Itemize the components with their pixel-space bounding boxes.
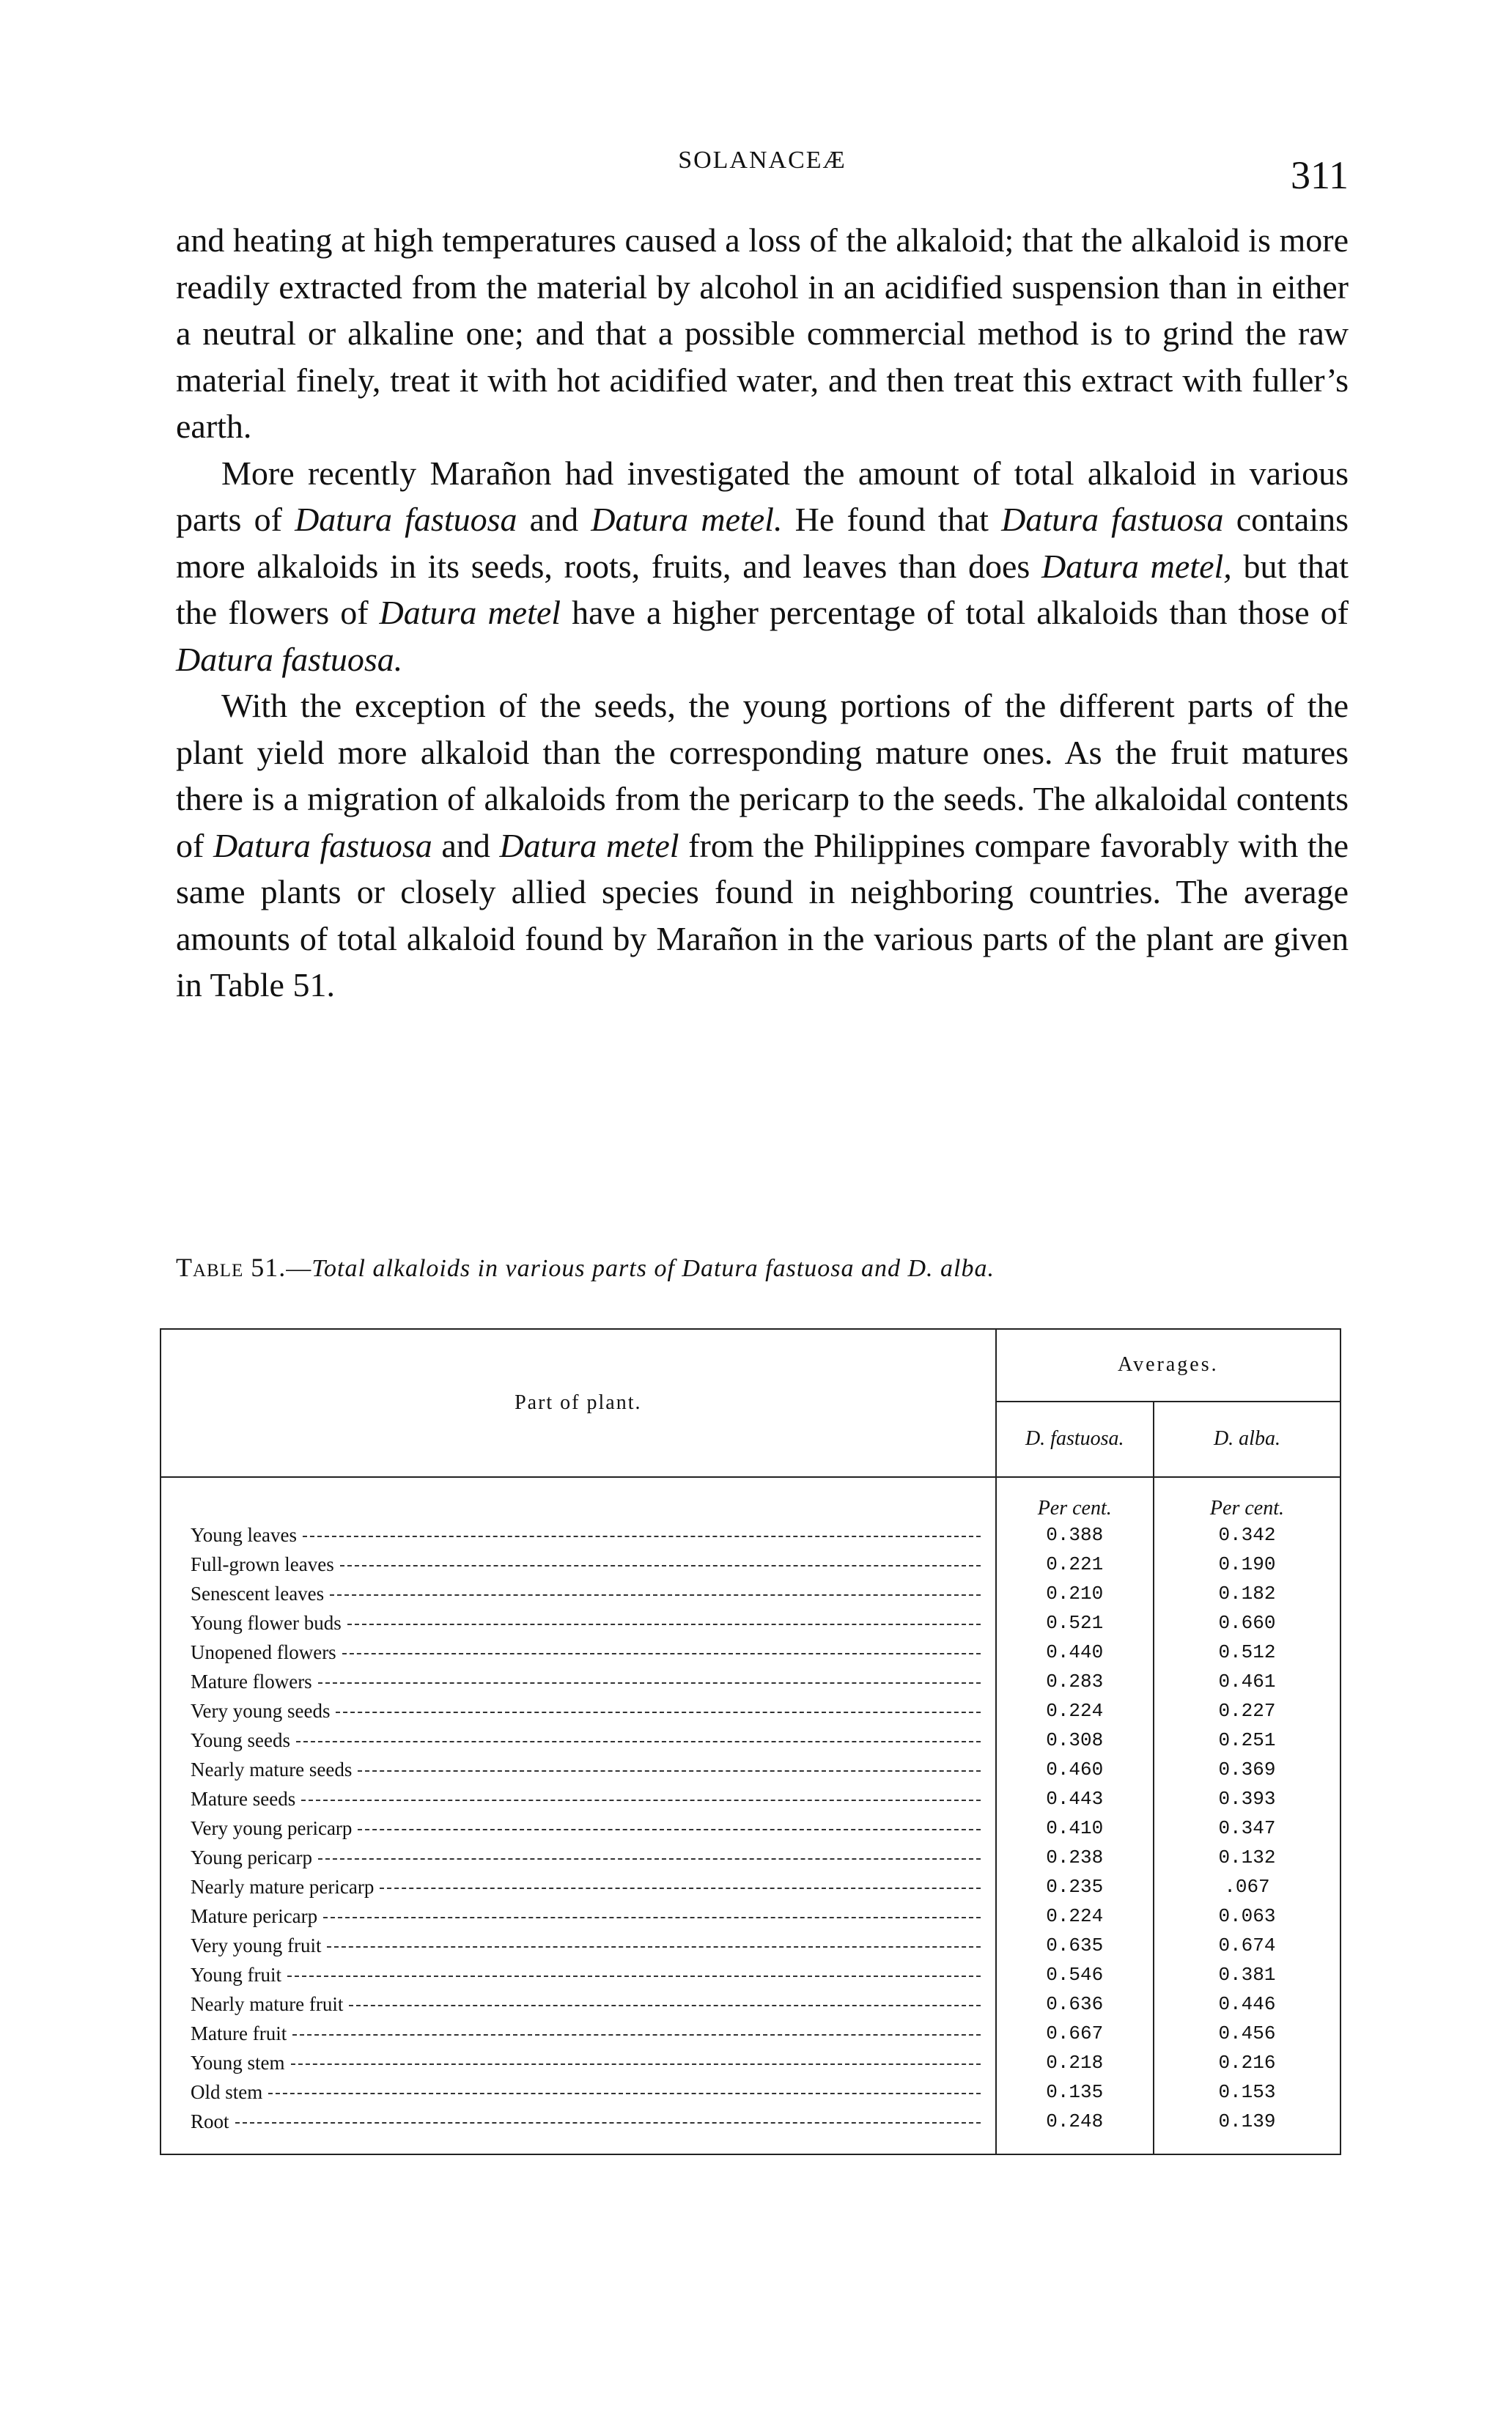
row-part-cell — [161, 1755, 996, 1784]
leader-dots — [347, 1624, 981, 1625]
page-number: 311 — [1291, 153, 1349, 197]
row-part-cell — [161, 1579, 996, 1608]
row-part-cell — [161, 2077, 996, 2107]
leader-dots — [318, 1682, 981, 1684]
running-head: SOLANACEÆ — [678, 147, 847, 174]
p2-species-d: Datura metel. — [591, 501, 783, 538]
row-alba-value: 0.660 — [1154, 1608, 1340, 1638]
body-text — [176, 217, 1349, 1009]
row-part-label: Young stem — [191, 2051, 285, 2074]
table-bottom-padding — [161, 2136, 1340, 2154]
row-part-label: Nearly mature fruit — [191, 1992, 344, 2015]
row-alba-value: 0.446 — [1154, 1989, 1340, 2019]
row-alba-value: 0.342 — [1154, 1520, 1340, 1550]
row-part-label: Very young pericarp — [191, 1816, 353, 1839]
table-row — [161, 1755, 1340, 1784]
padding-cell — [996, 2136, 1154, 2154]
row-part-cell — [161, 1960, 996, 1989]
row-alba-value: 0.512 — [1154, 1638, 1340, 1667]
row-part-cell — [161, 1901, 996, 1931]
row-fastuosa-value: 0.410 — [996, 1814, 1154, 1843]
units-row — [161, 1477, 1340, 1520]
row-fastuosa-value: 0.388 — [996, 1520, 1154, 1550]
padding-cell — [1154, 2136, 1340, 2154]
row-part-cell — [161, 1784, 996, 1814]
row-part-label: Nearly mature seeds — [191, 1758, 353, 1781]
caption-dash: — — [286, 1255, 312, 1282]
table-row — [161, 1843, 1340, 1872]
unit-fastuosa: Per cent. — [996, 1477, 1154, 1520]
p2-species-a: Datura fastuosa — [295, 501, 517, 538]
table-row — [161, 1638, 1340, 1667]
row-part-cell — [161, 1931, 996, 1960]
row-part-cell — [161, 1667, 996, 1696]
table-row — [161, 1726, 1340, 1755]
p2-text-e: He found that — [782, 501, 1002, 538]
row-fastuosa-value: 0.546 — [996, 1960, 1154, 1989]
row-alba-value: 0.456 — [1154, 2019, 1340, 2048]
row-fastuosa-value: 0.248 — [996, 2107, 1154, 2136]
row-fastuosa-value: 0.635 — [996, 1931, 1154, 1960]
row-part-cell — [161, 2048, 996, 2077]
paragraph-1: and heating at high temperatures caused a loss of the alkaloid; that the alkaloid is more readily extracted from the material by alcohol in an acidified suspension than in either a neutral or alkaline one; and that a possible commercial method is to grind the raw material finely, treat it with hot acidified water, and then treat this extract with fuller’s earth. — [176, 221, 1349, 445]
table-row — [161, 1989, 1340, 2019]
row-part-cell — [161, 1872, 996, 1901]
row-part-label: Mature seeds — [191, 1787, 296, 1810]
leader-dots — [349, 2005, 980, 2006]
p2-text-c: and — [517, 501, 591, 538]
units-blank — [161, 1477, 996, 1520]
row-part-cell — [161, 1989, 996, 2019]
row-part-label: Young leaves — [191, 1523, 298, 1546]
p3-text-a: With the exception of the seeds, the young portions of the different parts of the plant yield more alkaloid than the corresponding mature ones. As the fruit matures there is a migration of alkaloids from the pericarp to the seeds. The alkaloidal contents of — [176, 687, 1349, 864]
leader-dots — [291, 2063, 981, 2065]
row-part-label: Unopened flowers — [191, 1641, 336, 1663]
row-part-cell — [161, 1520, 996, 1550]
table-row — [161, 2107, 1340, 2136]
table-row — [161, 2019, 1340, 2048]
table-body — [161, 1477, 1340, 2154]
leader-dots — [296, 1741, 981, 1742]
row-fastuosa-value: 0.283 — [996, 1667, 1154, 1696]
leader-dots — [303, 1536, 981, 1537]
p2-species-j: Datura metel — [379, 594, 561, 631]
leader-dots — [301, 1800, 980, 1801]
leader-dots — [292, 2034, 980, 2036]
leader-dots — [340, 1565, 981, 1566]
row-fastuosa-value: 0.235 — [996, 1872, 1154, 1901]
row-part-cell — [161, 1608, 996, 1638]
table-row — [161, 1814, 1340, 1843]
p3-species-b: Datura fastuosa — [213, 826, 432, 864]
table-row — [161, 1550, 1340, 1579]
leader-dots — [323, 1917, 980, 1918]
row-part-label: Old stem — [191, 2080, 263, 2103]
table-row — [161, 1784, 1340, 1814]
leader-dots — [358, 1770, 980, 1772]
row-fastuosa-value: 0.308 — [996, 1726, 1154, 1755]
row-alba-value: 0.132 — [1154, 1843, 1340, 1872]
header-averages: Averages. — [996, 1329, 1340, 1402]
table-row — [161, 1696, 1340, 1726]
row-fastuosa-value: 0.238 — [996, 1843, 1154, 1872]
row-part-label: Young seeds — [191, 1728, 291, 1751]
row-part-label: Very young fruit — [191, 1934, 322, 1956]
row-part-cell — [161, 2107, 996, 2136]
row-alba-value: 0.190 — [1154, 1550, 1340, 1579]
row-fastuosa-value: 0.636 — [996, 1989, 1154, 2019]
row-alba-value: 0.369 — [1154, 1755, 1340, 1784]
table-row — [161, 1579, 1340, 1608]
header-d-fastuosa: D. fastuosa. — [996, 1402, 1154, 1477]
row-fastuosa-value: 0.218 — [996, 2048, 1154, 2077]
row-part-label: Mature flowers — [191, 1670, 312, 1693]
row-part-cell — [161, 1843, 996, 1872]
row-part-label: Full-grown leaves — [191, 1553, 334, 1575]
p3-text-c: and — [432, 826, 500, 864]
row-alba-value: 0.674 — [1154, 1931, 1340, 1960]
table-row — [161, 1872, 1340, 1901]
row-fastuosa-value: 0.224 — [996, 1901, 1154, 1931]
p2-text-i: but that the flowers of — [176, 547, 1349, 631]
leader-dots — [336, 1712, 980, 1713]
p2-text-a: More recently Marañon had investigated the amount of total alkaloid in various parts of — [176, 454, 1349, 538]
row-alba-value: .067 — [1154, 1872, 1340, 1901]
table-row — [161, 1520, 1340, 1550]
table-row — [161, 1667, 1340, 1696]
table-row — [161, 1901, 1340, 1931]
row-fastuosa-value: 0.667 — [996, 2019, 1154, 2048]
table-row — [161, 1931, 1340, 1960]
leader-dots — [380, 1888, 980, 1889]
row-fastuosa-value: 0.221 — [996, 1550, 1154, 1579]
row-part-cell — [161, 1814, 996, 1843]
row-part-label: Young flower buds — [191, 1611, 342, 1634]
row-part-label: Mature pericarp — [191, 1904, 318, 1927]
row-alba-value: 0.063 — [1154, 1901, 1340, 1931]
p2-text-k: have a higher percentage of total alkaloids than those of — [561, 594, 1349, 631]
table-label: Table 51. — [176, 1253, 287, 1282]
table-title: Total alkaloids in various parts of Datura fastuosa and D. alba. — [311, 1255, 995, 1282]
header-d-alba: D. alba. — [1154, 1402, 1340, 1477]
row-alba-value: 0.139 — [1154, 2107, 1340, 2136]
p2-text-g: contains more alkaloids in its seeds, roots, fruits, and leaves than does — [176, 501, 1349, 585]
table-row — [161, 1960, 1340, 1989]
paragraph-3 — [176, 682, 1349, 1009]
row-part-cell — [161, 1550, 996, 1579]
row-part-cell — [161, 1696, 996, 1726]
row-fastuosa-value: 0.135 — [996, 2077, 1154, 2107]
row-part-cell — [161, 2019, 996, 2048]
unit-alba: Per cent. — [1154, 1477, 1340, 1520]
p3-text-e: from the Philippines compare favorably with the same plants or closely allied species found in neighboring countries. The average amounts of total alkaloid found by Marañon in the various parts of the plant are given in Table 51. — [176, 826, 1349, 1004]
row-alba-value: 0.347 — [1154, 1814, 1340, 1843]
row-fastuosa-value: 0.210 — [996, 1579, 1154, 1608]
table-row — [161, 1608, 1340, 1638]
leader-dots — [358, 1829, 980, 1830]
p2-species-l: Datura fastuosa. — [176, 640, 403, 678]
row-fastuosa-value: 0.443 — [996, 1784, 1154, 1814]
row-fastuosa-value: 0.460 — [996, 1755, 1154, 1784]
row-fastuosa-value: 0.224 — [996, 1696, 1154, 1726]
leader-dots — [318, 1858, 981, 1860]
row-alba-value: 0.182 — [1154, 1579, 1340, 1608]
table-row — [161, 2048, 1340, 2077]
row-alba-value: 0.251 — [1154, 1726, 1340, 1755]
leader-dots — [235, 2122, 981, 2124]
leader-dots — [268, 2093, 980, 2094]
paragraph-2 — [176, 450, 1349, 683]
table-caption — [176, 1252, 1349, 1283]
alkaloid-table — [160, 1328, 1341, 2155]
p2-species-h: Datura metel, — [1041, 547, 1232, 585]
row-part-cell — [161, 1726, 996, 1755]
table-row — [161, 2077, 1340, 2107]
row-alba-value: 0.393 — [1154, 1784, 1340, 1814]
row-part-label: Nearly mature pericarp — [191, 1875, 375, 1898]
page-header — [176, 147, 1349, 205]
leader-dots — [327, 1946, 980, 1948]
row-alba-value: 0.216 — [1154, 2048, 1340, 2077]
row-part-label: Young fruit — [191, 1963, 282, 1986]
leader-dots — [330, 1594, 980, 1596]
leader-dots — [287, 1976, 981, 1977]
row-part-label: Root — [191, 2110, 229, 2132]
row-alba-value: 0.153 — [1154, 2077, 1340, 2107]
row-fastuosa-value: 0.440 — [996, 1638, 1154, 1667]
row-part-label: Young pericarp — [191, 1846, 312, 1868]
p2-species-f: Datura fastuosa — [1001, 501, 1224, 538]
padding-cell — [161, 2136, 996, 2154]
header-part-of-plant: Part of plant. — [161, 1329, 996, 1477]
row-part-label: Very young seeds — [191, 1699, 331, 1722]
row-part-label: Mature fruit — [191, 2022, 287, 2044]
row-alba-value: 0.227 — [1154, 1696, 1340, 1726]
row-alba-value: 0.381 — [1154, 1960, 1340, 1989]
row-fastuosa-value: 0.521 — [996, 1608, 1154, 1638]
p3-species-d: Datura metel — [499, 826, 679, 864]
row-part-cell — [161, 1638, 996, 1667]
row-alba-value: 0.461 — [1154, 1667, 1340, 1696]
leader-dots — [342, 1653, 981, 1654]
row-part-label: Senescent leaves — [191, 1582, 325, 1605]
